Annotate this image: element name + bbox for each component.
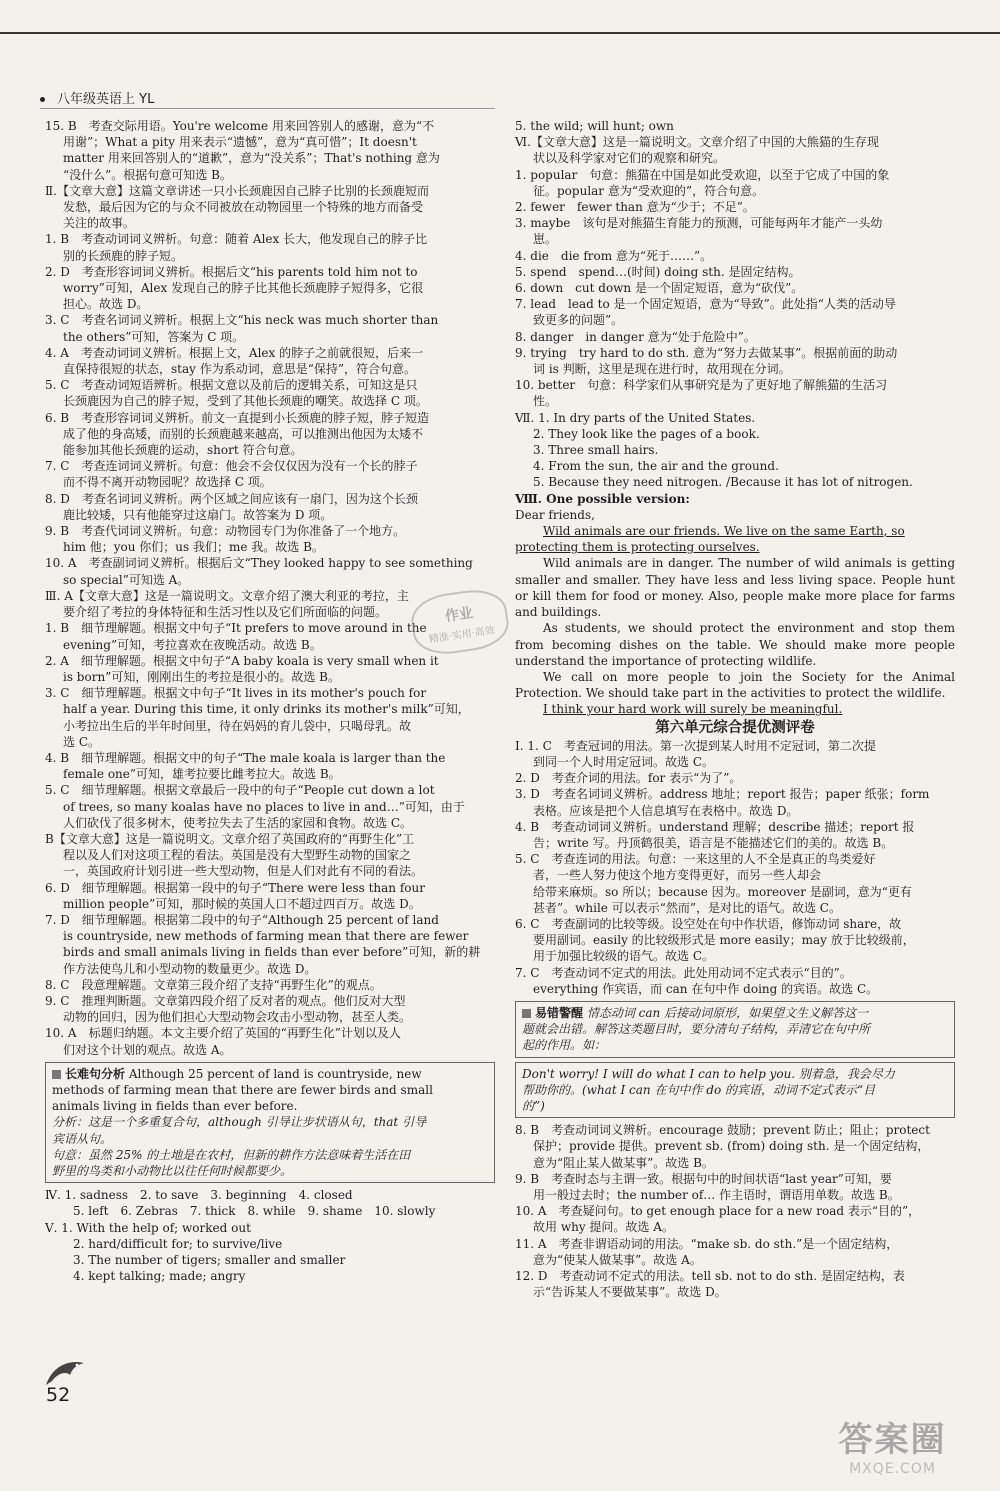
text-line: 5. the wild; will hunt; own	[515, 119, 674, 133]
text-line: 保护；provide 提供。prevent sb. (from) doing sth. 是一个固定结构，	[533, 1139, 930, 1154]
text-line: 8. B 考查动词词义辨析。encourage 鼓励；prevent 防止；阻止；protect	[515, 1123, 930, 1138]
text-line: 2. fewer fewer than 意为“少于；不足”。	[515, 200, 755, 215]
text-line: of trees, so many koalas have no places to live in and…”可知，由于	[63, 799, 465, 814]
text-line: 们对这个计划的观点。故选 A。	[63, 1042, 232, 1057]
text-line: 性。	[533, 394, 558, 409]
text-line: 告；write 写。丹顶鹤很美，语言是不能描述它们的美的。故选 B。	[533, 835, 894, 850]
text-line: 发愁，最后因为它的与众不同被放在动物园里一个特殊的地方而备受	[63, 200, 424, 215]
text-line: 4. die die from 意为“死于……”。	[515, 248, 713, 263]
text-line: 表格。应该是把个人信息填写在表格中。故选 D。	[533, 803, 799, 818]
text-line: 9. C 推理判断题。文章第四段介绍了反对者的观点。他们反对大型	[45, 993, 406, 1008]
text-line: 鹿比较矮，只有他能穿过这扇门。故答案为 D 项。	[63, 507, 333, 522]
box-notes	[52, 1114, 488, 1179]
box-lines	[522, 1021, 948, 1053]
box-title: 易错警醒	[522, 1006, 583, 1020]
text-line: 8. C 段意理解题。文章第三段介绍了支持“再野生化”的观点。	[45, 977, 382, 992]
text-line: 长颈鹿因为自己的脖子短，受到了其他长颈鹿的嘲笑。故选择 C 项。	[63, 394, 428, 409]
right-answers-top	[515, 118, 955, 523]
text-line: 意为“阻止某人做某事”。故选 B。	[533, 1155, 714, 1170]
text-line: animals living in fields than ever before.	[52, 1099, 298, 1114]
text-line: 能参加其他长颈鹿的运动，short 符合句意。	[63, 443, 303, 458]
stamp-subtitle: 精准·实用·高效	[428, 625, 496, 646]
header-title: 八年级英语上 YL	[57, 92, 155, 107]
text-line: everything 作宾语，而 can 在句中作 doing 的宾语。故选 C。	[533, 981, 879, 996]
text-line: 状以及科学家对它们的观察和研究。	[533, 151, 726, 166]
text-line: 8. D 考查名词词义辨析。两个区域之间应该有一扇门，因为这个长颈	[45, 491, 418, 506]
text-line: 4. B 细节理解题。根据文中的句子“The male koala is larger than the	[45, 750, 446, 765]
text-line: Wild animals are our friends. We live on the same Earth, so	[543, 524, 905, 539]
text-line: 6. D 细节理解题。根据第一段中的句子“There were less than four	[45, 880, 425, 895]
text-line: Ⅰ. 1. C 考查冠词的用法。第一次提到某人时用不定冠词，第二次提	[515, 738, 876, 753]
text-line: 6. down cut down 是一个固定短语，意为“砍伐”。	[515, 281, 804, 296]
text-line: 5. C 考查连词的用法。句意：一来这里的人不全是真正的鸟类爱好	[515, 852, 876, 867]
text-line: 小考拉出生后的半年时间里，待在妈妈的育儿袋中，只喝母乳。故	[63, 718, 412, 733]
text-line: 5. C 考查动词短语辨析。根据文意以及前后的逻辑关系，可知这是只	[45, 378, 418, 393]
text-line: B【文章大意】这是一篇说明文。文章介绍了英国政府的“再野生化”工	[45, 831, 415, 846]
text-line: We call on more people to join the Society for the Animal Protection. We should take part in the activities to protect the wildlife.	[515, 669, 955, 701]
text-line: 崽。	[533, 232, 558, 247]
text-line: 7. lead lead to 是一个固定短语，意为“导致”。此处指“人类的活动导	[515, 297, 896, 312]
page-header	[40, 88, 154, 107]
text-line: 致更多的问题”。	[533, 313, 624, 328]
text-line: 11. A 考查非谓语动词的用法。“make sb. do sth.”是一个固定结构，	[515, 1236, 899, 1251]
text-line: 到同一个人时用定冠词。故选 C。	[533, 754, 714, 769]
example-box	[515, 1062, 955, 1119]
text-line: Dear friends,	[515, 507, 595, 522]
text-line: 9. trying try hard to do sth. 意为“努力去做某事”。根据前面的助动	[515, 345, 898, 360]
watermark-url: MXQE.COM	[849, 1461, 936, 1477]
text-line: Ⅵ.【文章大意】这是一篇说明文。文章介绍了中国的大熊猫的生存现	[515, 135, 879, 150]
box-line: Although 25 percent of land is countryside, new	[128, 1066, 422, 1081]
text-line: protecting them is protecting ourselves.	[515, 540, 760, 555]
text-line: 一，英国政府计划引进一些大型动物，但是人们对此有不同的看法。	[63, 864, 424, 879]
text-line: Ⅷ. One possible version:	[515, 491, 690, 506]
text-line: 1. popular 句意：熊猫在中国是如此受欢迎，以至于它成了中国的象	[515, 167, 890, 182]
text-line: him 他；you 你们；us 我们；me 我。故选 B。	[63, 540, 324, 555]
text-line: 5. left 6. Zebras 7. thick 8. while 9. shame 10. slowly	[73, 1204, 436, 1219]
text-line: 10. A 标题归纳题。本文主要介绍了英国的“再野生化”计划以及人	[45, 1026, 401, 1041]
text-line: 宾语从句。	[52, 1131, 113, 1146]
text-line: 4. kept talking; made; angry	[73, 1269, 246, 1284]
long-sentence-analysis-box	[45, 1062, 495, 1183]
text-line: half a year. During this time, it only drinks its mother's milk”可知，	[63, 702, 470, 717]
text-line: 征。popular 意为“受欢迎的”，符合句意。	[533, 183, 765, 198]
text-line: birds and small animals living in fields than ever before”可知，新的耕	[63, 945, 481, 960]
left-answers	[45, 118, 495, 1058]
box-line: 情态动词 can 后接动词原形，如果望文生义解答这一	[586, 1005, 869, 1020]
text-line: 动物的回归，因为他们担心大型动物会攻击小型动物，甚至人类。	[63, 1010, 412, 1025]
text-line: 者，一些人努力使这个地方变得更好，而另一些人却会	[533, 868, 822, 883]
text-line: 9. B 考查代词词义辨析。句意：动物园专门为你准备了一个地方。	[45, 524, 406, 539]
bullet-dot	[40, 97, 45, 102]
text-line: 4. From the sun, the air and the ground.	[533, 459, 779, 474]
text-line: evening”可知，考拉喜欢在夜晚活动。故选 B。	[63, 637, 322, 652]
text-line: Ⅶ. 1. In dry parts of the United States.	[515, 410, 756, 425]
text-line: 2. D 考查介词的用法。for 表示“为了”。	[515, 771, 742, 786]
text-line: 1. B 考查动词词义辨析。句意：随着 Alex 长大，他发现自己的脖子比	[45, 232, 428, 247]
text-line: Wild animals are in danger. The number of wild animals is getting smaller and smaller. They have less and less living space. People hunt or kill them for food or money. Also, people make more place for farms and buildings.	[515, 556, 955, 620]
text-line: 意为“使某人做某事”。故选 A。	[533, 1252, 702, 1267]
section-title: 第六单元综合提优测评卷	[655, 719, 815, 736]
text-line: 别的长颈鹿的脖子短。	[63, 248, 184, 263]
text-line: 3. Three small hairs.	[533, 443, 659, 458]
text-line: 人们砍伐了很多树木，使考拉失去了生活的家园和食物。故选 C。	[63, 815, 412, 830]
square-icon	[522, 1009, 531, 1018]
text-line: 4. B 考查动词词义辨析。understand 理解；describe 描述；report 报	[515, 819, 915, 834]
left-tail-answers	[45, 1187, 495, 1284]
text-line: is countryside, new methods of farming mean that there are fewer	[63, 929, 469, 944]
text-line: 2. D 考查形容词词义辨析。根据后文“his parents told him not to	[45, 264, 418, 279]
text-line: 10. A 考查疑问句。to get enough place for a new road 表示“目的”，	[515, 1204, 921, 1219]
text-line: 野里的鸟类和小动物比以往任何时候都要少。	[52, 1164, 293, 1178]
text-line: Don't worry! I will do what I can to help you. 别着急，我会尽力	[522, 1066, 895, 1081]
text-line: 甚者”。while 可以表示“然而”，是对比的语气。故选 C。	[533, 900, 841, 915]
text-line: worry”可知，Alex 发现自己的脖子比其他长颈鹿脖子短得多，它很	[63, 281, 424, 296]
left-column	[45, 118, 495, 1284]
text-line: 2. hard/difficult for; to survive/live	[73, 1236, 283, 1251]
text-line: 要用副词。easily 的比较级形式是 more easily；may 放于比较级前，	[533, 933, 915, 948]
text-line: 10. better 句意：科学家们从事研究是为了更好地了解熊猫的生活习	[515, 378, 888, 393]
text-line: 3. C 考查名词词义辨析。根据上文“his neck was much shorter than	[45, 313, 439, 328]
text-line: 示“告诉某人不要做某事”。故选 D。	[533, 1285, 727, 1300]
text-line: 的”)	[522, 1098, 545, 1113]
text-line: the others”可知，答案为 C 项。	[63, 329, 245, 344]
text-line: 用谢”；What a pity 用来表示“遗憾”，意为“真可惜”；It doesn't	[63, 135, 417, 150]
text-line: 3. maybe 该句是对熊猫生育能力的预测，可能每两年才能产一头幼	[515, 216, 883, 231]
text-line: 帮助你的。(what I can 在句中作 do 的宾语，动词不定式表示“目	[522, 1082, 876, 1097]
text-line: 6. C 考查副词的比较等级。设空处在句中作状语，修饰动词 share，故	[515, 916, 902, 931]
text-line: 题就会出错。解答这类题目时，要分清句子结构，弄清它在句中所	[522, 1022, 871, 1037]
text-line: I think your hard work will surely be meaningful.	[543, 702, 843, 717]
sample-essay	[515, 523, 955, 717]
header-rule	[40, 108, 495, 109]
right-answers-bottom	[515, 1122, 955, 1300]
text-line: 直保持很短的状态，stay 作为系动词，意思是“保持”，符合句意。	[63, 362, 417, 377]
box-lines	[522, 1066, 948, 1115]
page-number: 52	[46, 1384, 71, 1406]
text-line: Ⅴ. 1. With the help of; worked out	[45, 1220, 251, 1235]
text-line: 而不得不离开动物园呢？故选择 C 项。	[63, 475, 272, 490]
text-line: so special”可知选 A。	[63, 572, 190, 587]
text-line: 3. The number of tigers; smaller and smaller	[73, 1253, 346, 1268]
text-line: 7. C 考查连词词义辨析。句意：他会不会仅仅因为没有一个长的脖子	[45, 459, 418, 474]
text-line: 分析：这是一个多重复合句，although 引导让步状语从句，that 引导	[52, 1115, 427, 1130]
text-line: 1. B 细节理解题。根据文中句子“It prefers to move around in the	[45, 621, 427, 636]
watermark-title: 答案圈	[838, 1420, 947, 1460]
site-watermark	[805, 1412, 980, 1477]
text-line: 5. spend spend…(时间) doing sth. 是固定结构。	[515, 264, 801, 279]
text-line: 3. D 考查名词词义辨析。address 地址；report 报告；paper 纸张；form	[515, 787, 930, 802]
text-line: 9. B 考查时态与主谓一致。根据句中的时间状语“last year”可知，要	[515, 1171, 892, 1186]
text-line: 要介绍了考拉的身体特征和生活习性以及它们所面临的问题。	[63, 605, 388, 620]
text-line: 7. C 考查动词不定式的用法。此处用动词不定式表示“目的”。	[515, 965, 852, 980]
stamp-title: 作业	[444, 605, 475, 625]
text-line: 2. They look like the pages of a book.	[533, 426, 760, 441]
text-line: 10. A 考查副词词义辨析。根据后文“They looked happy to see something	[45, 556, 473, 571]
text-line: 选 C。	[63, 734, 100, 749]
text-line: 用于加强比较级的语气。故选 C。	[533, 949, 714, 964]
text-line: 故用 why 提问。故选 A。	[533, 1220, 674, 1235]
square-icon	[52, 1070, 61, 1079]
right-answers-mid	[515, 738, 955, 997]
box-title: 长难句分析	[52, 1067, 125, 1081]
text-line: 12. D 考查动词不定式的用法。tell sb. not to do sth. 是固定结构，表	[515, 1269, 905, 1284]
text-line: Ⅳ. 1. sadness 2. to save 3. beginning 4. closed	[45, 1188, 353, 1203]
text-line: “没什么”。根据句意可知选 B。	[63, 167, 232, 182]
text-line: 词 is 判断，这里是现在进行时，故用现在分词。	[533, 362, 791, 377]
text-line: methods of farming mean that there are fewer birds and small	[52, 1082, 433, 1097]
text-line: 8. danger in danger 意为“处于危险中”。	[515, 329, 756, 344]
text-line: 程以及人们对这项工程的看法。英国是没有大型野生动物的国家之	[63, 848, 412, 863]
text-line: 5. C 细节理解题。根据文章最后一段中的句子“People cut down a lot	[45, 783, 435, 798]
text-line: 15. B 考查交际用语。You're welcome 用来回答别人的感谢，意为“不	[45, 119, 435, 133]
text-line: Ⅱ.【文章大意】这篇文章讲述一只小长颈鹿因自己脖子比别的长颈鹿短而	[45, 183, 429, 198]
error-warning-box	[515, 1001, 955, 1058]
text-line: As students, we should protect the environment and stop them from becoming dishes on the table. We should make more people understand the importance of protecting wildlife.	[515, 621, 955, 668]
box-sentence	[52, 1082, 488, 1114]
text-line: 担心。故选 D。	[63, 297, 149, 312]
text-line: 关注的故事。	[63, 216, 136, 231]
top-rule	[0, 32, 1000, 34]
text-line: 3. C 细节理解题。根据文中句子“It lives in its mother's pouch for	[45, 686, 427, 701]
text-line: million people”可知，那时候的英国人口不超过四百万。故选 D。	[63, 896, 421, 911]
text-line: 作方法使鸟儿和小型动物的数量更少。故选 D。	[63, 961, 317, 976]
text-line: 7. D 细节理解题。根据第二段中的句子“Although 25 percent of land	[45, 912, 439, 927]
text-line: 5. Because they need nitrogen. /Because it has lot of nitrogen.	[533, 475, 913, 490]
text-line: 2. A 细节理解题。根据文中句子“A baby koala is very small when it	[45, 653, 439, 668]
text-line: matter 用来回答别人的“道歉”，意为“没关系”；That's nothing 意为	[63, 151, 440, 166]
text-line: 用一般过去时；the number of… 作主语时，谓语用单数。故选 B。	[533, 1188, 900, 1202]
text-line: female one”可知，雄考拉要比雌考拉大。故选 B。	[63, 767, 341, 782]
text-line: 给带来麻烦。so 所以；because 因为。moreover 是副词，意为“更有	[533, 884, 912, 899]
text-line: Ⅲ. A【文章大意】这是一篇说明文。文章介绍了澳大利亚的考拉，主	[45, 588, 409, 603]
text-line: 成了他的身高矮，而别的长颈鹿越来越高，可以推测出他因为太矮不	[63, 426, 424, 441]
text-line: 句意：虽然 25% 的土地是在农村，但新的耕作方法意味着生活在田	[52, 1147, 411, 1162]
text-line: 起的作用。如：	[522, 1038, 607, 1053]
text-line: is born”可知，刚刚出生的考拉是很小的。故选 B。	[63, 669, 340, 684]
text-line: 4. A 考查动词词义辨析。根据上文，Alex 的脖子之前就很短，后来一	[45, 345, 424, 360]
text-line: 6. B 考查形容词词义辨析。前文一直提到小长颈鹿的脖子短，脖子短造	[45, 410, 430, 425]
right-column	[515, 118, 955, 1300]
